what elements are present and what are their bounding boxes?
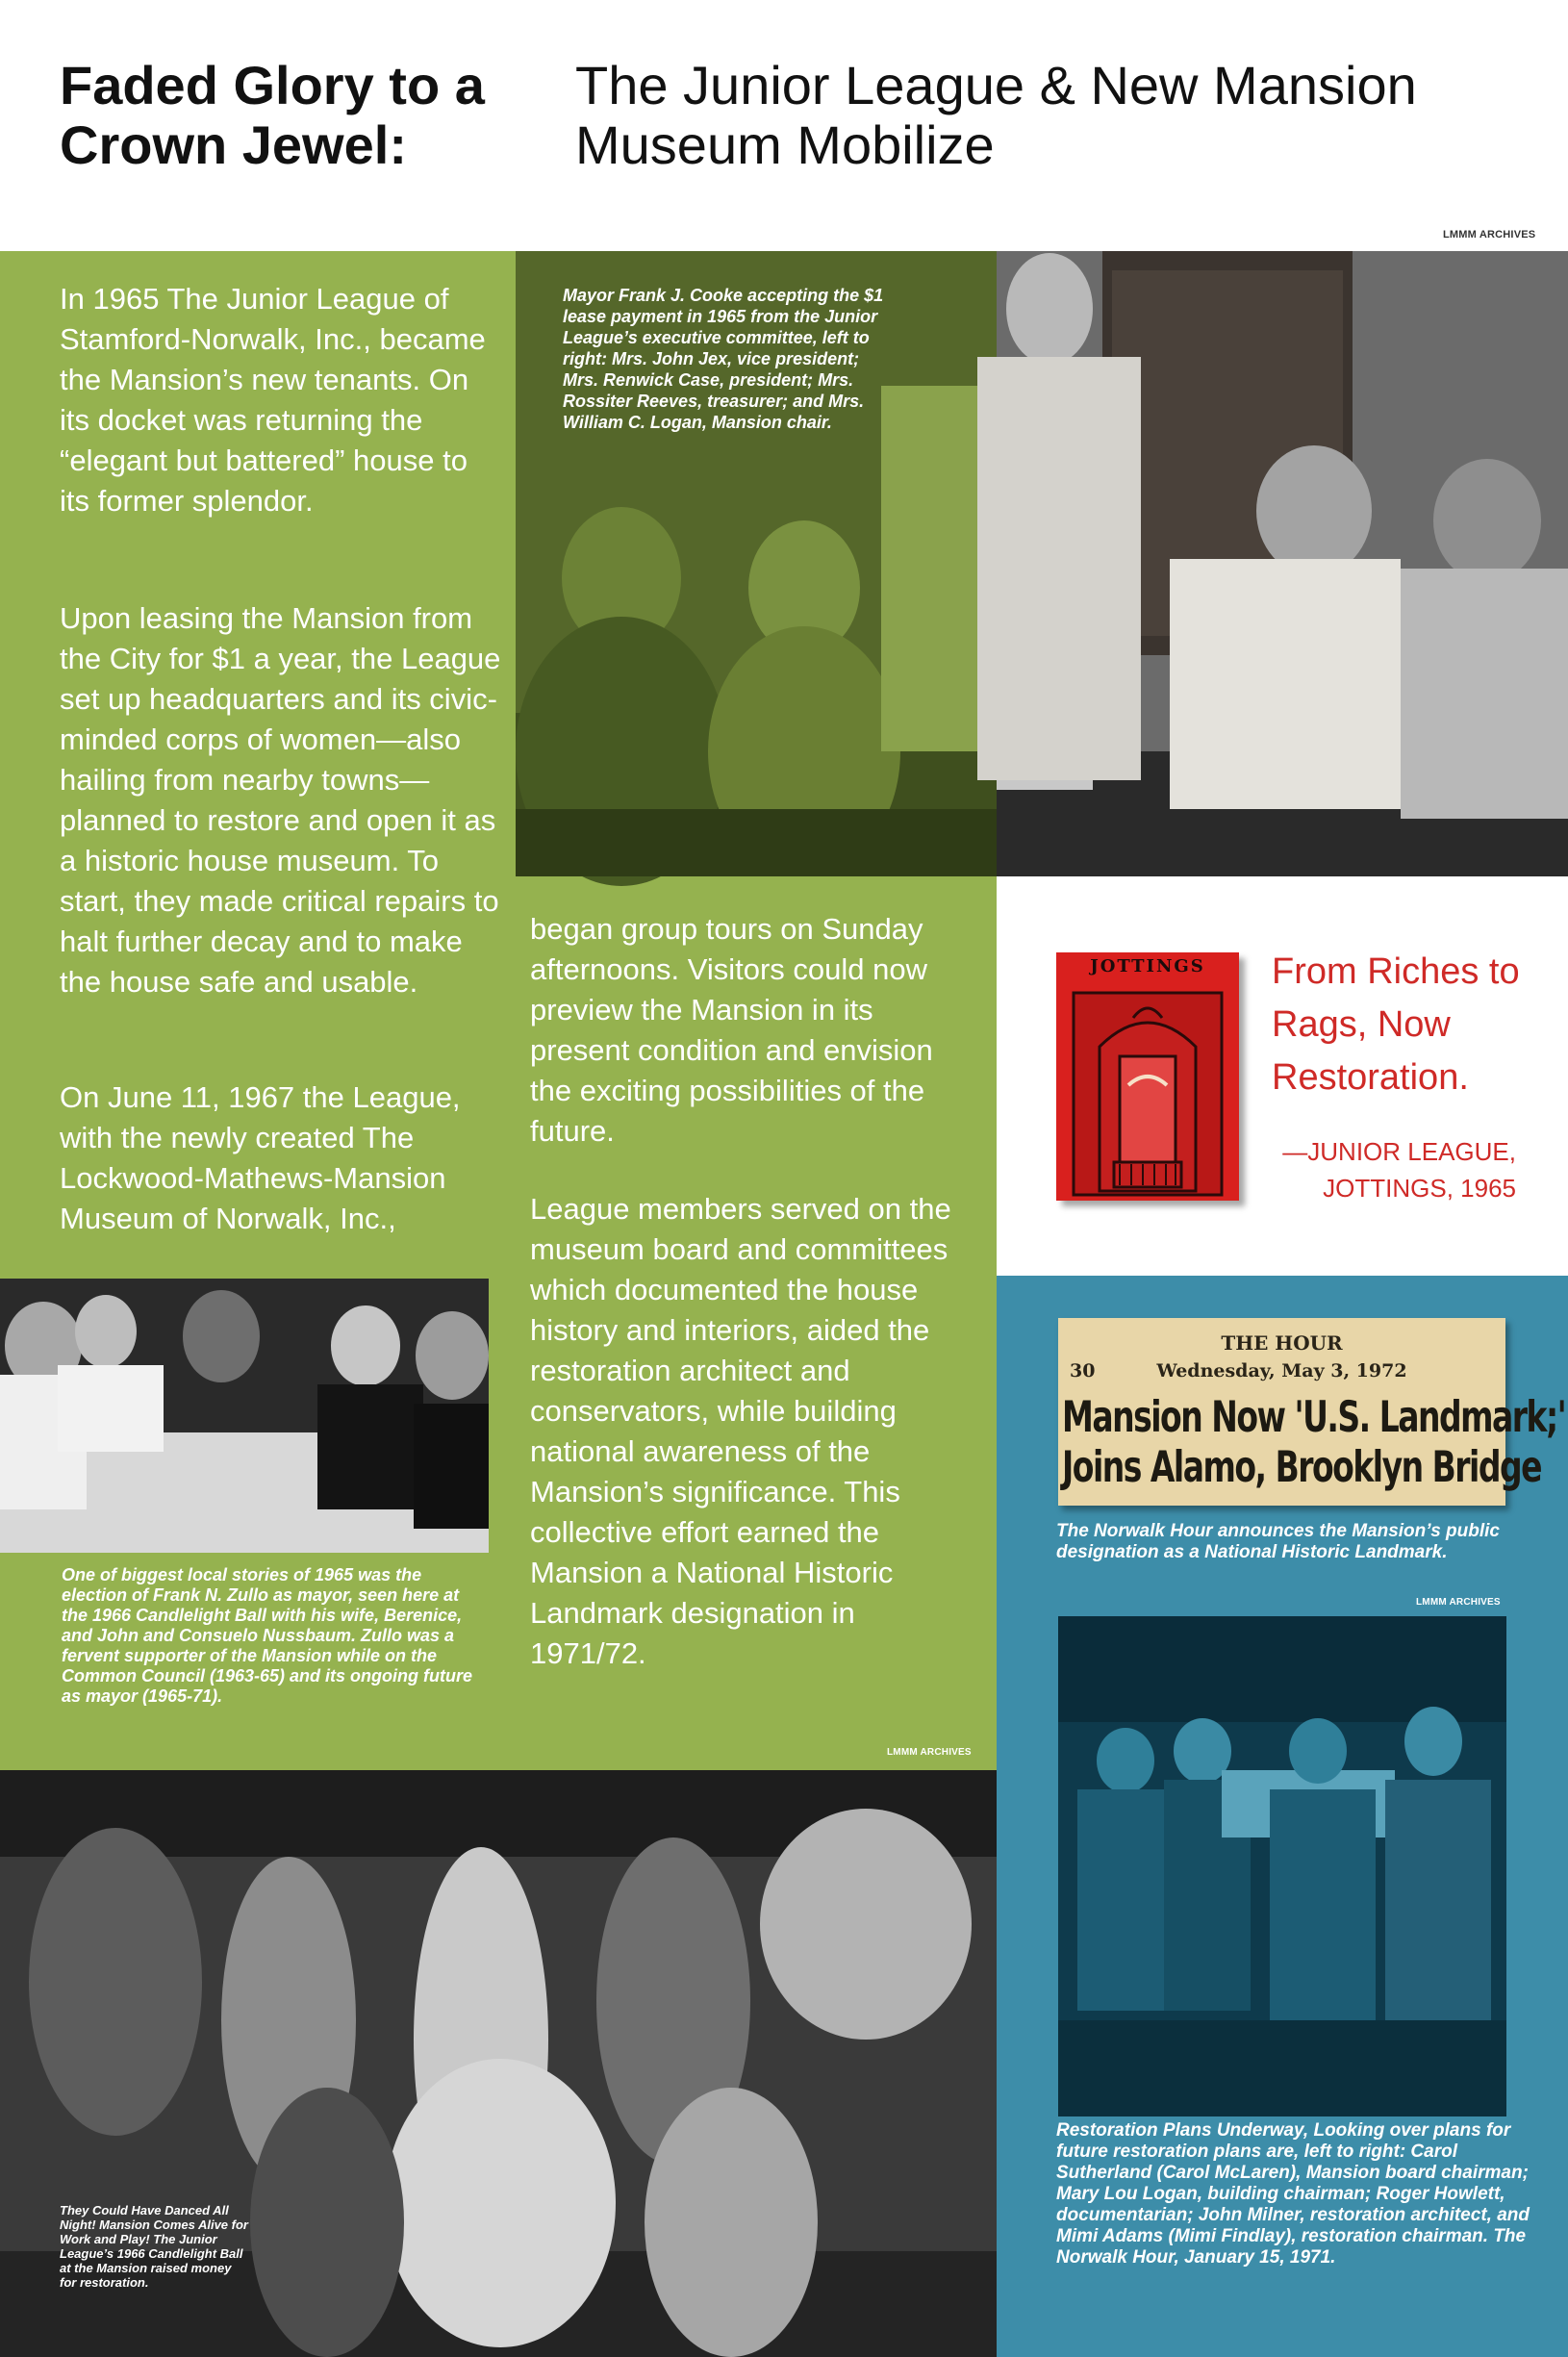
- page-title-right: The Junior League & New Mansion Museum Mobilize: [575, 55, 1417, 175]
- pull-quote-attribution: [1202, 1133, 1516, 1206]
- page-title-left: Faded Glory to a Crown Jewel:: [60, 55, 485, 175]
- lease-paragraph: Upon leasing the Mansion from the City for $1 a year, the League set up headquarters and its civic-minded corps of women—also hailing from nearby towns—planned to restore and open it as a historic house museum. To start, they made critical repairs to halt further decay and to make the house safe and usable.: [60, 601, 501, 999]
- newspaper-headline-2: Joins Alamo, Brooklyn Bridge: [1062, 1441, 1541, 1492]
- tours-paragraph: began group tours on Sunday afternoons. Visitors could now preview the Mansion in its present condition and envision the exciting possibilities of the future.: [530, 912, 933, 1148]
- mayor-photo-grayscale: [997, 251, 1568, 876]
- mayor-photo-caption: Mayor Frank J. Cooke accepting the $1 lease payment in 1965 from the Junior League’s executive committee, left to right: Mrs. John Jex, vice president; Mrs. Renwick Case, president; Mrs. Rossiter Reeves, treasurer; and Mrs. William C. Logan, Mansion chair.: [563, 286, 884, 432]
- intro-paragraph: In 1965 The Junior League of Stamford-Norwalk, Inc., became the Mansion’s new tenants. On its docket was returning the “elegant but battered” house to its former splendor.: [60, 282, 486, 518]
- archive-credit-green: LMMM ARCHIVES: [887, 1747, 972, 1758]
- newspaper-name: THE HOUR: [1221, 1331, 1343, 1355]
- clipping-caption: The Norwalk Hour announces the Mansion’s public designation as a National Historic Landmark.: [1056, 1521, 1500, 1562]
- zullo-photo: [0, 1279, 489, 1553]
- dance-photo-caption: They Could Have Danced All Night! Mansion Comes Alive for Work and Play! The Junior League’s 1966 Candlelight Ball at the Mansion raised money for restoration.: [60, 2203, 248, 2290]
- newspaper-clipping: [1058, 1318, 1566, 1506]
- newspaper-headline-1: Mansion Now 'U.S. Landmark;': [1062, 1391, 1566, 1442]
- attribution-line-2: JOTTINGS, 1965: [1323, 1174, 1516, 1203]
- archive-credit-blue: LMMM ARCHIVES: [1416, 1597, 1501, 1608]
- newspaper-page: 30: [1070, 1360, 1096, 1381]
- jottings-masthead: JOTTINGS: [1090, 956, 1205, 976]
- members-paragraph: League members served on the museum board and committees which documented the house history and interiors, aided the restoration architect and conservators, while building national awareness of the Mansion’s significance. This collective effort earned the Mansion a National Historic Landmark designation in 1971/72.: [530, 1192, 951, 1670]
- restoration-plans-photo: [1058, 1616, 1506, 2116]
- restoration-plans-caption: Restoration Plans Underway, Looking over plans for future restoration plans are, left to right: Carol Sutherland (Carol McLaren), Mansion board chairman; Mary Lou Logan, building chairman; Roger Howlett, documentarian; John Milner, restoration architect, and Mimi Adams (Mimi Findlay), restoration chairman. The Norwalk Hour, January 15, 1971.: [1056, 2120, 1530, 2268]
- attribution-line-1: —JUNIOR LEAGUE,: [1282, 1137, 1516, 1166]
- archive-credit-top: LMMM ARCHIVES: [1443, 229, 1536, 241]
- newspaper-date: Wednesday, May 3, 1972: [1156, 1360, 1407, 1381]
- museum-paragraph: On June 11, 1967 the League, with the newly created The Lockwood-Mathews-Mansion Museum of Norwalk, Inc.,: [60, 1080, 461, 1235]
- zullo-photo-caption: One of biggest local stories of 1965 was the election of Frank N. Zullo as mayor, seen here at the 1966 Candlelight Ball with his wife, Berenice, and John and Consuelo Nussbaum. Zullo was a fervent supporter of the Mansion while on the Common Council (1963-65) and its ongoing future as mayor (1965-71).: [62, 1565, 473, 1706]
- pull-quote: From Riches to Rags, Now Restoration.: [1272, 951, 1520, 1098]
